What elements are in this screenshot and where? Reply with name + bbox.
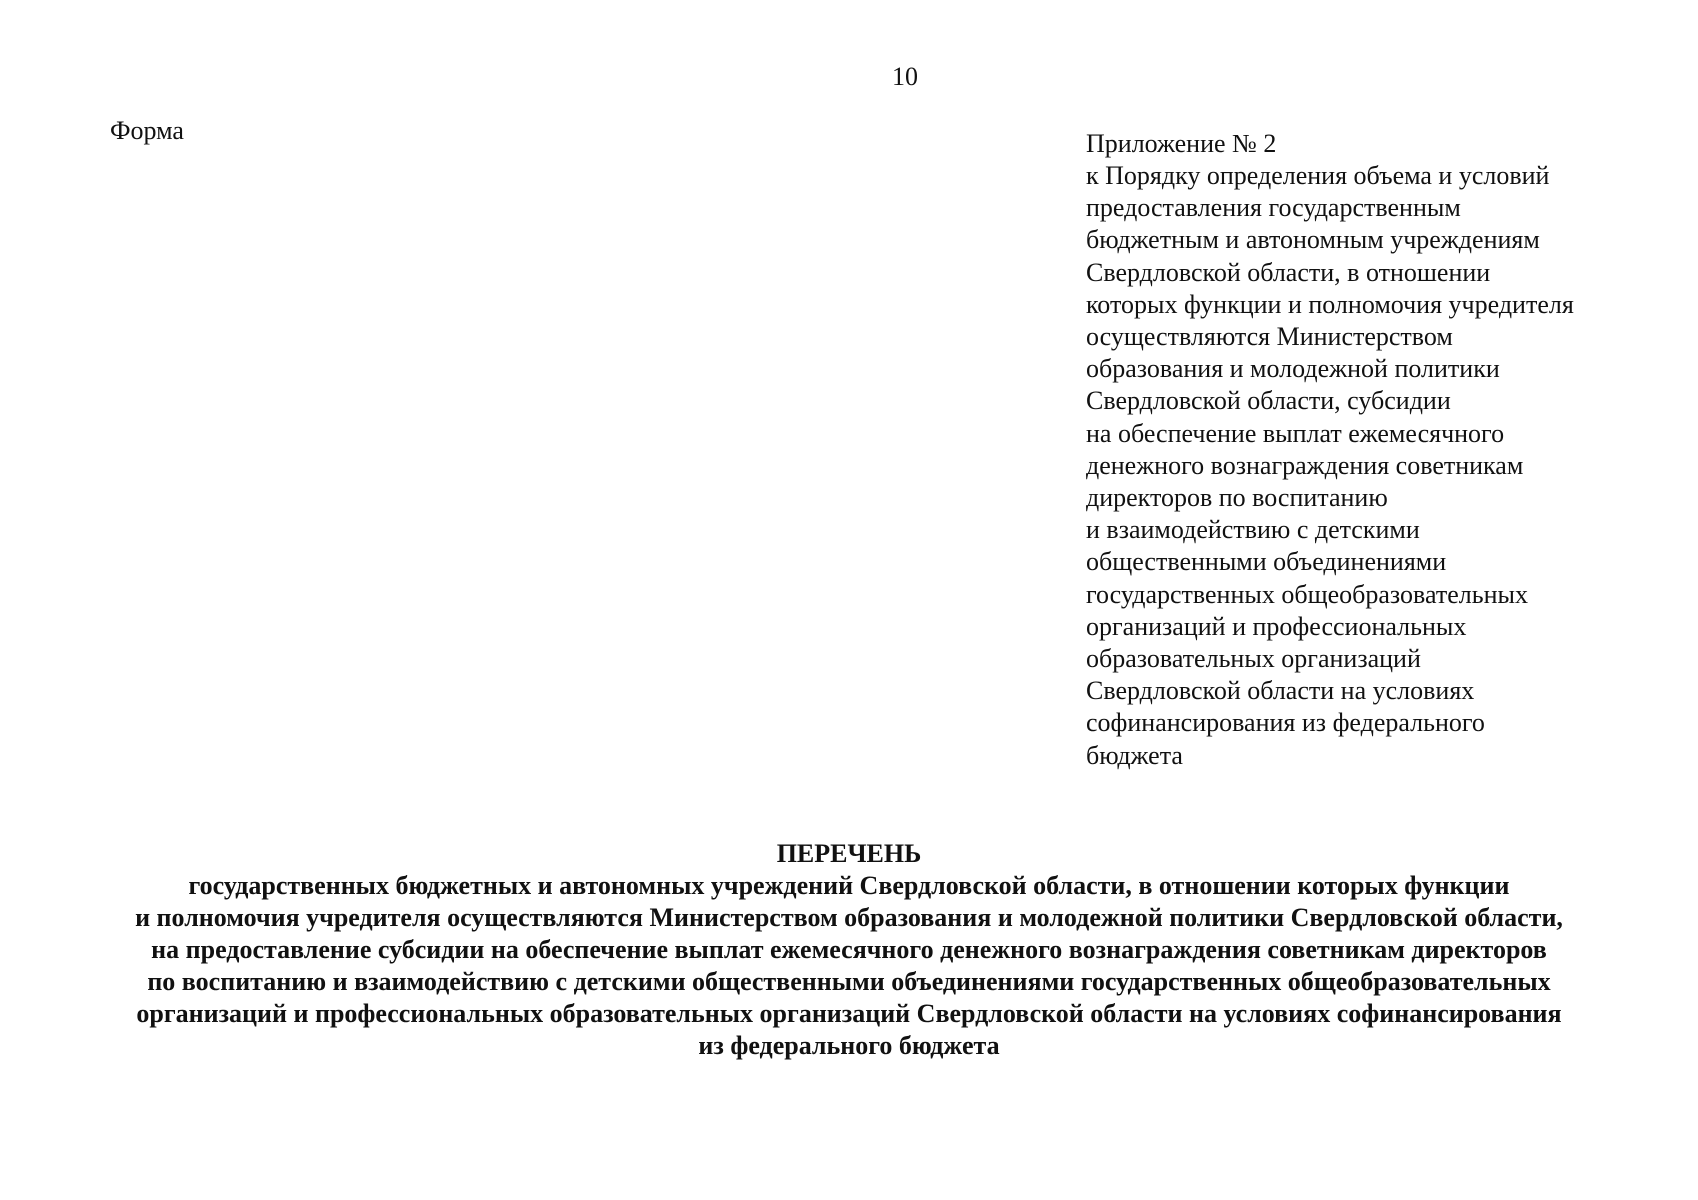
form-label: Форма: [110, 116, 184, 145]
appendix-line: Свердловской области, в отношении: [1086, 257, 1491, 287]
appendix-line: денежного вознаграждения советникам: [1086, 450, 1524, 480]
appendix-line: директоров по воспитанию: [1086, 483, 1388, 513]
appendix-line: бюджетным и автономным учреждениям: [1086, 225, 1540, 255]
list-heading-line: на предоставление субсидии на обеспечение выплат ежемесячного денежного вознаграждения советникам директоров: [151, 935, 1547, 964]
list-heading-line: организаций и профессиональных образовательных организаций Свердловской области на условиях софинансирования: [136, 999, 1562, 1028]
list-heading-line: из федерального бюджета: [698, 1031, 1000, 1060]
appendix-line: государственных общеобразовательных: [1086, 579, 1528, 609]
appendix-title: Приложение № 2: [1086, 129, 1277, 158]
list-heading-line: и полномочия учредителя осуществляются Министерством образования и молодежной политики Свердловской области,: [135, 903, 1563, 932]
appendix-line: осуществляются Министерством: [1086, 322, 1453, 352]
appendix-line: организаций и профессиональных: [1086, 611, 1467, 641]
appendix-line: общественными объединениями: [1086, 547, 1447, 577]
appendix-line: образовательных организаций: [1086, 644, 1421, 674]
list-heading: [0, 838, 1698, 1062]
appendix-line: и взаимодействию с детскими: [1086, 515, 1420, 545]
appendix-line: Свердловской области, субсидии: [1086, 386, 1451, 416]
appendix-line: на обеспечение выплат ежемесячного: [1086, 418, 1505, 448]
appendix-line: Свердловской области на условиях: [1086, 676, 1475, 706]
appendix-block: [1086, 128, 1686, 772]
appendix-line: предоставления государственным: [1086, 193, 1461, 223]
list-heading-line: государственных бюджетных и автономных учреждений Свердловской области, в отношении которых функции: [188, 871, 1510, 900]
appendix-line: бюджета: [1086, 740, 1183, 770]
appendix-line: образования и молодежной политики: [1086, 354, 1500, 384]
appendix-line: к Порядку определения объема и условий: [1086, 161, 1550, 190]
page-number: 10: [892, 62, 918, 91]
appendix-line: софинансирования из федерального: [1086, 708, 1485, 738]
list-title: ПЕРЕЧЕНЬ: [776, 839, 922, 868]
appendix-line: которых функции и полномочия учредителя: [1086, 289, 1574, 319]
list-heading-line: по воспитанию и взаимодействию с детскими общественными объединениями государственных общеобразовательных: [147, 967, 1551, 996]
